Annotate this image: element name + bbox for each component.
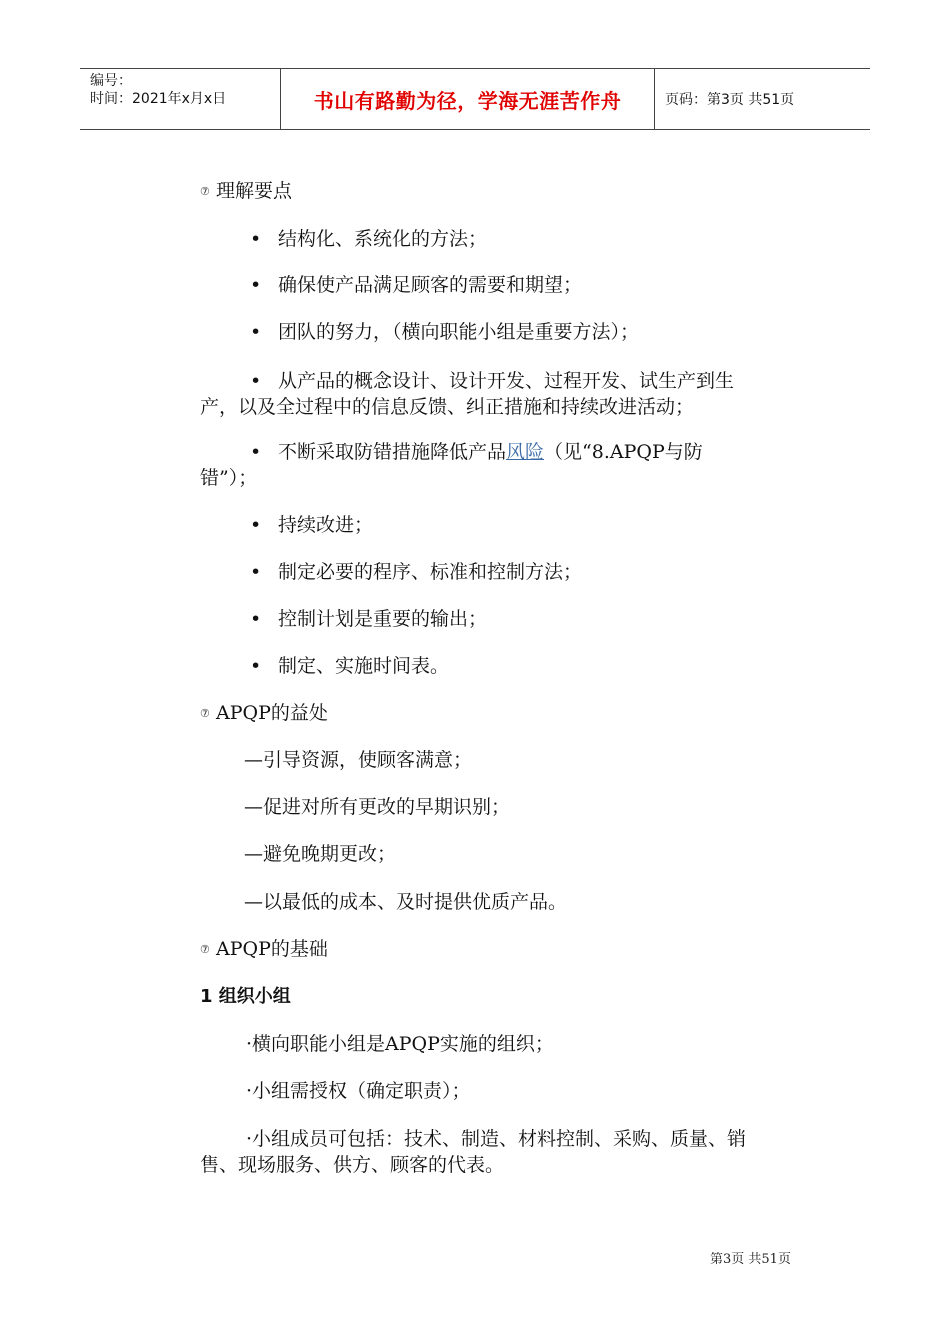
team-list-item: ·横向职能小组是APQP实施的组织；	[246, 1033, 554, 1055]
section-heading-basis	[200, 936, 328, 963]
list-item	[250, 439, 703, 465]
list-item-text: 不断采取防错措施降低产品	[278, 441, 507, 463]
team-list-item-continuation: 售、现场服务、供方、顾客的代表。	[200, 1154, 505, 1176]
team-list-item: ·小组成员可包括：技术、制造、材料控制、采购、质量、销	[246, 1128, 747, 1150]
header-page-cell	[655, 69, 870, 129]
list-item-text: （见“8.APQP与防	[544, 441, 703, 463]
bullet-icon: •	[250, 321, 262, 343]
document-header	[80, 68, 870, 130]
list-item	[250, 226, 487, 252]
list-item-text: 控制计划是重要的输出；	[278, 608, 488, 630]
list-item-text: 团队的努力，（横向职能小组是重要方法）；	[278, 321, 640, 343]
bullet-icon: •	[250, 561, 262, 583]
list-item	[250, 319, 639, 345]
list-item-text: 制定必要的程序、标准和控制方法；	[278, 561, 583, 583]
list-item-text: 制定、实施时间表。	[278, 655, 450, 677]
list-item	[250, 653, 449, 679]
bullet-icon: •	[250, 370, 262, 392]
team-list-item: ·小组需授权（确定职责）；	[246, 1080, 471, 1102]
section-title: 理解要点	[216, 180, 293, 202]
header-motto-cell	[281, 69, 655, 129]
section-heading-understanding	[200, 178, 292, 205]
list-item-text: 持续改进；	[278, 514, 374, 536]
section-mark-icon: ⑦	[200, 707, 210, 720]
subsection-title: 1 组织小组	[200, 986, 291, 1007]
section-heading-benefits	[200, 700, 328, 727]
bullet-icon: •	[250, 655, 262, 677]
page-label: 页码：第3页 共51页	[665, 92, 795, 108]
section-mark-icon: ⑦	[200, 943, 210, 956]
page-footer: 第3页 共51页	[710, 1252, 791, 1267]
bullet-icon: •	[250, 608, 262, 630]
benefit-item: —避免晚期更改；	[244, 843, 397, 865]
list-item	[250, 368, 734, 394]
list-item-text: 从产品的概念设计、设计开发、过程开发、试生产到生	[278, 370, 735, 392]
benefit-item: —促进对所有更改的早期识别；	[244, 796, 511, 818]
list-item-continuation: 错”）；	[200, 467, 258, 489]
section-mark-icon: ⑦	[200, 185, 210, 198]
list-item-continuation: 产，以及全过程中的信息反馈、纠正措施和持续改进活动；	[200, 396, 695, 418]
list-item	[250, 512, 373, 538]
bullet-icon: •	[250, 228, 262, 250]
list-item	[250, 272, 582, 298]
number-label: 编号：	[90, 73, 132, 89]
bullet-icon: •	[250, 274, 262, 296]
benefit-item: —引导资源，使顾客满意；	[244, 749, 473, 771]
risk-link[interactable]: 风险	[506, 441, 545, 463]
list-item-text: 确保使产品满足顾客的需要和期望；	[278, 274, 583, 296]
benefit-item: —以最低的成本、及时提供优质产品。	[244, 891, 568, 913]
time-label: 时间：2021年x月x日	[90, 91, 227, 107]
bullet-icon: •	[250, 514, 262, 536]
list-item	[250, 559, 582, 585]
list-item	[250, 606, 487, 632]
motto-text: 书山有路勤为径，学海无涯苦作舟	[313, 88, 622, 113]
section-title: APQP的益处	[216, 702, 328, 724]
section-title: APQP的基础	[216, 938, 328, 960]
header-meta-cell	[80, 69, 281, 129]
bullet-icon: •	[250, 441, 262, 463]
list-item-text: 结构化、系统化的方法；	[278, 228, 488, 250]
